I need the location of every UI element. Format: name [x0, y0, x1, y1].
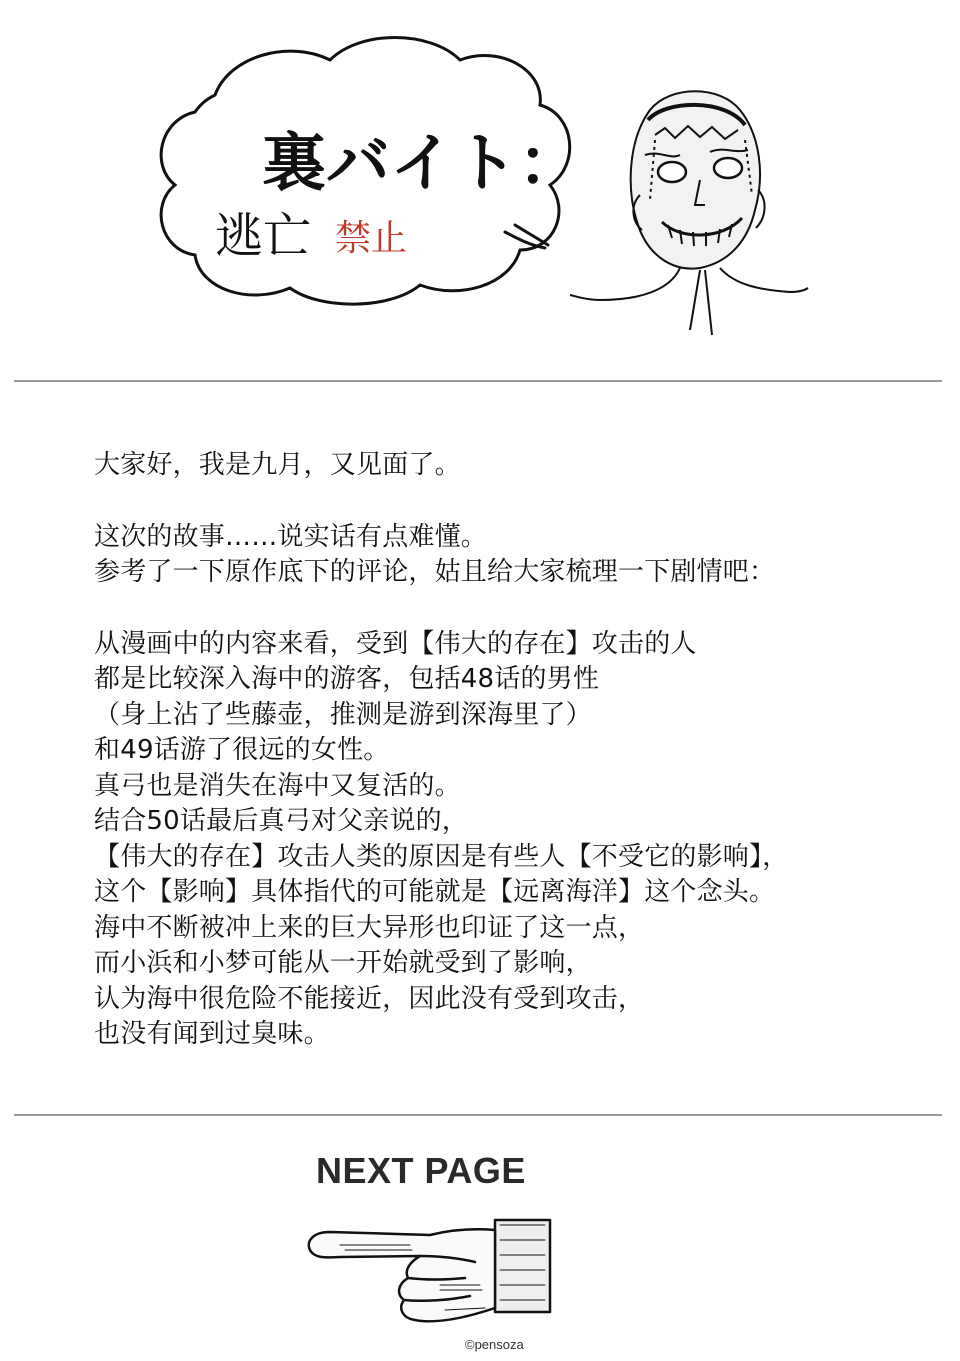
bottom-divider — [14, 1114, 942, 1116]
analysis-line: 【伟大的存在】攻击人类的原因是有些人【不受它的影响】， — [94, 841, 789, 872]
analysis-line: 这个【影响】具体指代的可能就是【远离海洋】这个念头。 — [94, 877, 776, 907]
top-divider — [14, 380, 942, 382]
context-line: 这次的故事……说实话有点难懂。 — [94, 521, 488, 552]
logo-subtitle-left: 逃亡 — [215, 208, 312, 264]
greeting-paragraph — [94, 448, 914, 484]
analysis-line: 而小浜和小梦可能从一开始就受到了影响， — [94, 948, 592, 978]
logo-subtitle-right: 禁止 — [335, 218, 408, 259]
article-body — [94, 448, 914, 1053]
zombie-face-illustration — [570, 91, 808, 335]
analysis-line: 认为海中很危险不能接近，因此没有受到攻击， — [94, 983, 645, 1014]
analysis-line: 海中不断被冲上来的巨大异形也印证了这一点， — [94, 912, 645, 943]
analysis-line: 都是比较深入海中的游客，包括48话的男性 — [94, 664, 600, 694]
pointing-hand-icon[interactable] — [300, 1200, 560, 1330]
analysis-line: （身上沾了些藤壶，推测是游到深海里了） — [94, 699, 592, 730]
context-paragraph — [94, 520, 914, 591]
analysis-line: 和49话游了很远的女性。 — [94, 735, 390, 765]
analysis-line: 从漫画中的内容来看，受到【伟大的存在】攻击的人 — [94, 628, 697, 659]
analysis-line: 结合50话最后真弓对父亲说的， — [94, 806, 469, 836]
analysis-paragraph — [94, 627, 914, 1053]
greeting-line: 大家好，我是九月，又见面了。 — [94, 450, 461, 480]
context-line: 参考了一下原作底下的评论，姑且给大家梳理一下剧情吧： — [94, 557, 776, 587]
logo-title: 裏バイト： — [262, 126, 582, 201]
analysis-line: 也没有闻到过臭味。 — [94, 1019, 330, 1049]
copyright-text: ©pensoza — [465, 1337, 524, 1352]
next-page-label[interactable]: NEXT PAGE — [316, 1150, 526, 1191]
analysis-line: 真弓也是消失在海中又复活的。 — [94, 770, 461, 801]
header-illustration — [0, 0, 960, 360]
